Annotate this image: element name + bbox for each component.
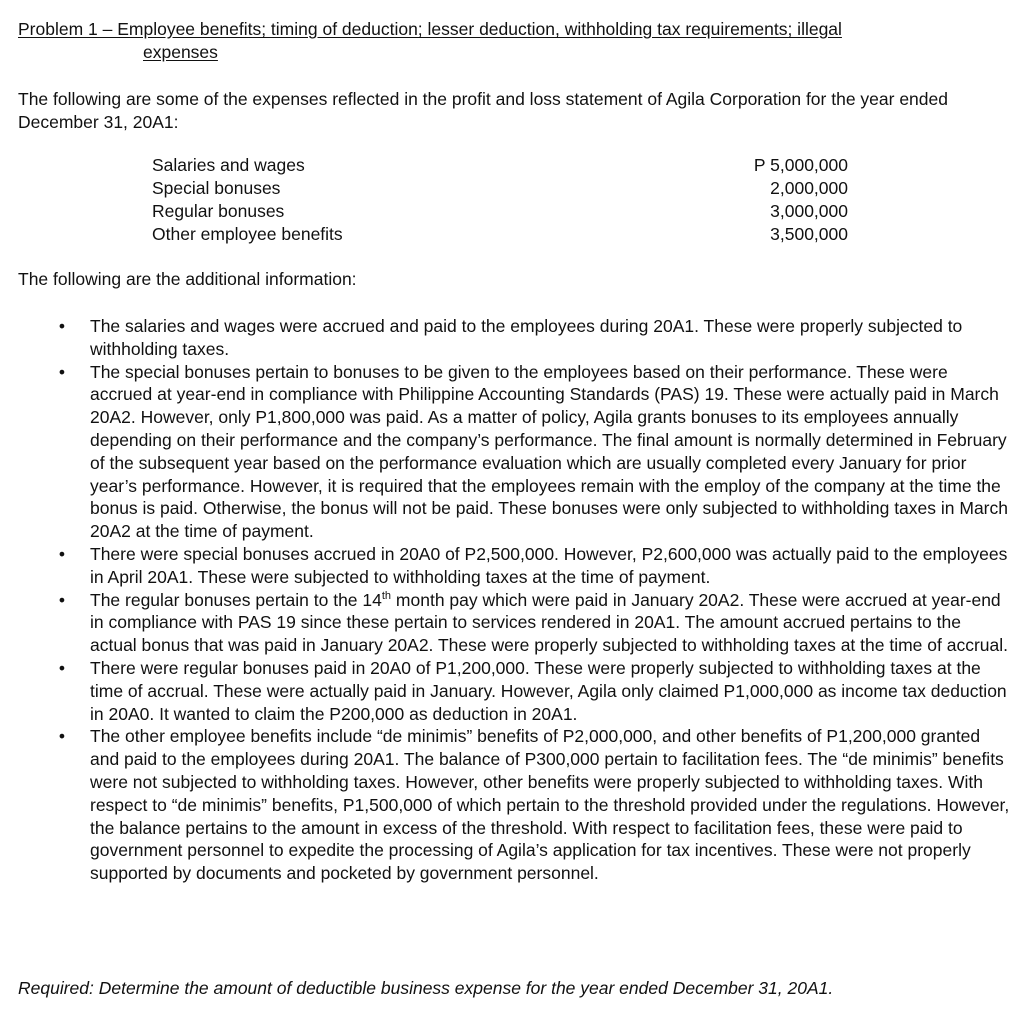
list-item (0, 315, 1010, 361)
list-item (0, 361, 1010, 543)
bullet-icon: • (58, 657, 66, 678)
expense-label: Regular bonuses (152, 201, 285, 221)
expense-amount: 3,000,000 (770, 201, 848, 221)
list-item (0, 589, 1010, 657)
bullet-icon: • (58, 726, 66, 747)
intro-paragraph: The following are some of the expenses reflected in the profit and loss statement of Agila Corporation for the year ended December 31, 20A1: (18, 89, 948, 132)
expenses-table (152, 154, 848, 246)
additional-info-heading: The following are the additional information: (18, 269, 357, 289)
list-item (0, 543, 1010, 589)
expense-amount: 3,500,000 (770, 224, 848, 244)
expense-label: Salaries and wages (152, 155, 305, 175)
expense-row (152, 177, 848, 200)
list-item-text-end: month pay which were paid in January 20A2. These were accrued at year-end in compliance with PAS 19 since these pertain to services rendered in 20A1. The amount accrued pertains to the actual bonus that was paid in January 20A2. These were properly subjected to withholding taxes at the time of accrual. (90, 589, 1008, 656)
expense-amount: 2,000,000 (770, 178, 848, 198)
bullet-icon: • (58, 589, 66, 610)
expense-label: Special bonuses (152, 178, 281, 198)
list-item-text: The salaries and wages were accrued and paid to the employees during 20A1. These were properly subjected to withholding taxes. (90, 316, 963, 359)
required-statement: Required: Determine the amount of deductible business expense for the year ended December 31, 20A1. (18, 978, 834, 998)
list-item-text: There were special bonuses accrued in 20A0 of P2,500,000. However, P2,600,000 was actually paid to the employees in April 20A1. These were subjected to withholding taxes at the time of payment. (90, 543, 1008, 587)
problem-title-line-2: expenses (143, 41, 218, 62)
list-item-text (90, 590, 1008, 656)
expense-amount: P 5,000,000 (753, 155, 848, 175)
problem-title-line-1: Problem 1 – Employee benefits; timing of deduction; lesser deduction, withholding tax requirements; illegal (18, 19, 842, 39)
bullet-icon: • (58, 316, 66, 336)
problem-title (18, 18, 978, 64)
additional-info-list (0, 315, 1010, 885)
expense-row (152, 200, 848, 223)
list-item (0, 725, 1010, 885)
bullet-icon: • (58, 543, 66, 564)
list-item-text: The other employee benefits include “de minimis” benefits of P2,000,000, and other benefits of P1,200,000 granted and paid to the employees during 20A1. The balance of P300,000 pertain to facilitation fees. The “de minimis” benefits were not subjected to withholding taxes. However, other benefits were properly subjected to withholding taxes. With respect to “de minimis” benefits, P1,500,000 of which pertain to the threshold provided under the regulations. However, the balance pertains to the amount in excess of the threshold. With respect to facilitation fees, these were paid to government personnel to expedite the processing of Agila’s application for tax incentives. These were not properly supported by documents and pocketed by government personnel. (90, 726, 1010, 884)
list-item (0, 657, 1010, 725)
expense-row (152, 223, 848, 246)
list-item-text: There were regular bonuses paid in 20A0 of P1,200,000. These were properly subjected to withholding taxes at the time of accrual. These were actually paid in January. However, Agila only claimed P1,000,000 as income tax deduction in 20A0. It wanted to claim the P200,000 as deduction in 20A1. (90, 657, 1007, 724)
expense-row (152, 154, 848, 177)
list-item-text: The special bonuses pertain to bonuses to be given to the employees based on their performance. These were accrued at year-end in compliance with Philippine Accounting Standards (PAS) 19. These were actually paid in March 20A2. However, only P1,800,000 was paid. As a matter of policy, Agila grants bonuses to its employees annually depending on their performance and the company’s performance. The final amount is normally determined in February of the subsequent year based on the performance evaluation which are usually completed every January for prior year’s performance. However, it is required that the employees remain with the employ of the company at the time the bonus is paid. Otherwise, the bonus will not be paid. These bonuses were only subjected to withholding taxes in March 20A2 at the time of payment. (90, 361, 1008, 542)
bullet-icon: • (58, 361, 66, 382)
expense-label: Other employee benefits (152, 224, 343, 244)
ordinal-suffix: th (381, 589, 392, 602)
list-item-text-start: The regular bonuses pertain to the 14 (90, 589, 382, 610)
